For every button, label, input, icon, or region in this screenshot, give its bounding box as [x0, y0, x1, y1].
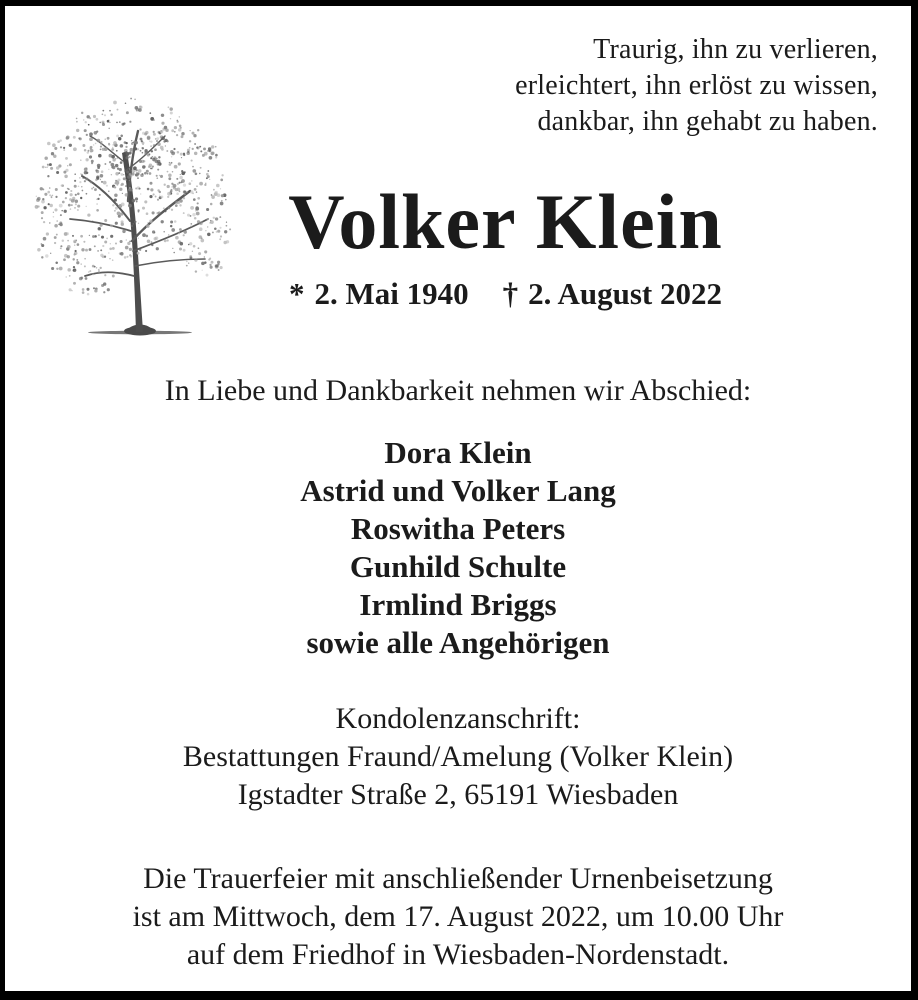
- epigraph: [515, 32, 878, 140]
- condolence-heading: Kondolenzanschrift:: [335, 702, 581, 735]
- epigraph-line-1: Traurig, ihn zu verlieren,: [593, 34, 878, 65]
- condolence-line-2: Igstadter Straße 2, 65191 Wiesbaden: [237, 778, 679, 811]
- mourner-5: Irmlind Briggs: [359, 587, 557, 622]
- mourners-list: [5, 434, 911, 662]
- death-date: [503, 276, 722, 312]
- farewell-intro: In Liebe und Dankbarkeit nehmen wir Abschied:: [164, 374, 752, 407]
- funeral-info: [5, 860, 911, 974]
- birth-date-text: 2. Mai 1940: [314, 276, 469, 311]
- birth-date: [289, 276, 469, 312]
- death-date-text: 2. August 2022: [528, 276, 722, 311]
- death-symbol-icon: †: [502, 276, 519, 311]
- deceased-name: Volker Klein: [288, 178, 723, 265]
- epigraph-line-2: erleichtert, ihn erlöst zu wissen,: [515, 70, 878, 101]
- deceased-header: [100, 180, 911, 312]
- condolence-line-1: Bestattungen Fraund/Amelung (Volker Klein): [182, 740, 734, 773]
- mourner-2: Astrid und Volker Lang: [300, 473, 616, 508]
- mourner-6: sowie alle Angehörigen: [306, 625, 610, 660]
- condolence-block: [5, 700, 911, 814]
- life-dates: [100, 276, 911, 312]
- epigraph-line-3: dankbar, ihn gehabt zu haben.: [537, 106, 878, 137]
- mourner-4: Gunhild Schulte: [349, 549, 567, 584]
- funeral-line-2: ist am Mittwoch, dem 17. August 2022, um 10.00 Uhr: [132, 900, 784, 933]
- funeral-line-3: auf dem Friedhof in Wiesbaden-Nordenstadt.: [186, 938, 730, 971]
- mourner-1: Dora Klein: [384, 435, 532, 470]
- mourner-3: Roswitha Peters: [350, 511, 566, 546]
- birth-symbol-icon: *: [289, 276, 305, 311]
- funeral-line-1: Die Trauerfeier mit anschließender Urnenbeisetzung: [143, 862, 773, 895]
